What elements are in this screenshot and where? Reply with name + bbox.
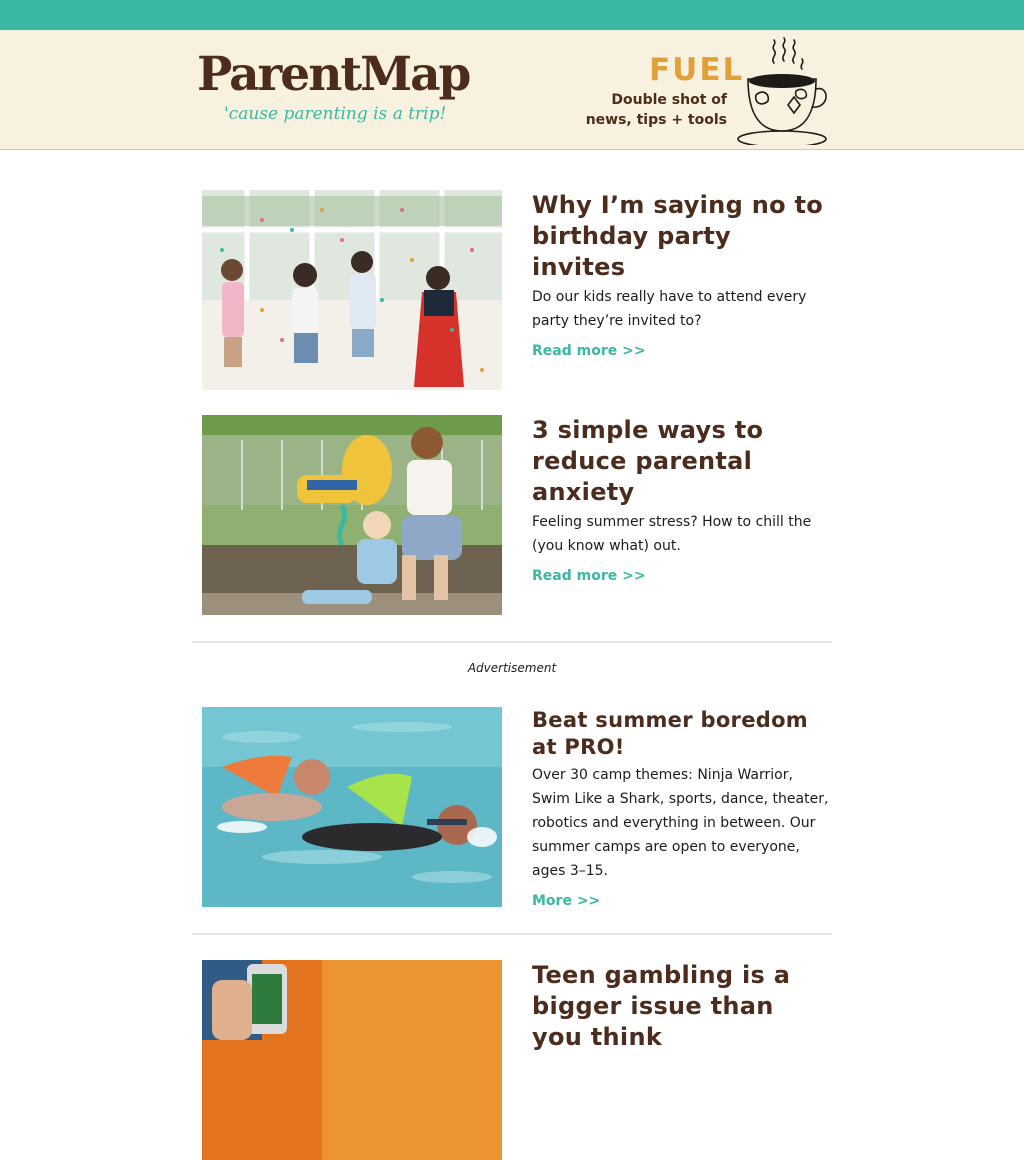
fuel-subtitle-line-1: Double shot of	[611, 92, 727, 108]
article-title[interactable]: Teen gambling is a bigger issue than you think	[532, 961, 791, 1051]
header	[0, 30, 1024, 150]
article-description: Do our kids really have to attend every party they’re invited to?	[532, 289, 807, 329]
logo-tagline: 'cause parenting is a trip!	[224, 104, 447, 124]
article-image-birthday-party[interactable]	[202, 190, 502, 390]
read-more-link[interactable]: Read more >>	[532, 568, 646, 584]
ad-summer-camp	[202, 707, 832, 907]
ad-more-link[interactable]: More >>	[532, 893, 601, 909]
article-image-playground[interactable]	[202, 415, 502, 615]
article-description: Feeling summer stress? How to chill the (you know what) out.	[532, 514, 812, 554]
coffee-cup-icon	[736, 35, 831, 145]
section-divider	[192, 641, 832, 643]
top-accent-bar	[0, 0, 1024, 30]
parentmap-logo[interactable]: ParentMap	[197, 47, 470, 102]
article-title[interactable]: Why I’m saying no to birthday party invites	[532, 191, 824, 281]
section-divider	[192, 933, 832, 935]
ad-title[interactable]: Beat summer boredom at PRO!	[532, 708, 808, 759]
article-birthday-invites	[202, 190, 832, 390]
ad-description: Over 30 camp themes: Ninja Warrior, Swim Like a Shark, sports, dance, theater, robotics and everything in between. Our summer camps are open to everyone, ages 3–15.	[532, 767, 829, 879]
advertisement-label: Advertisement	[467, 661, 557, 675]
article-teen-gambling	[202, 960, 832, 1160]
article-title[interactable]: 3 simple ways to reduce parental anxiety	[532, 416, 764, 506]
article-image-sports-betting[interactable]	[202, 960, 502, 1160]
ad-image-swimming-kids[interactable]	[202, 707, 502, 907]
fuel-subtitle-line-2: news, tips + tools	[585, 112, 727, 128]
fuel-title: FUEL	[649, 52, 745, 88]
article-parental-anxiety	[202, 415, 832, 615]
read-more-link[interactable]: Read more >>	[532, 343, 646, 359]
